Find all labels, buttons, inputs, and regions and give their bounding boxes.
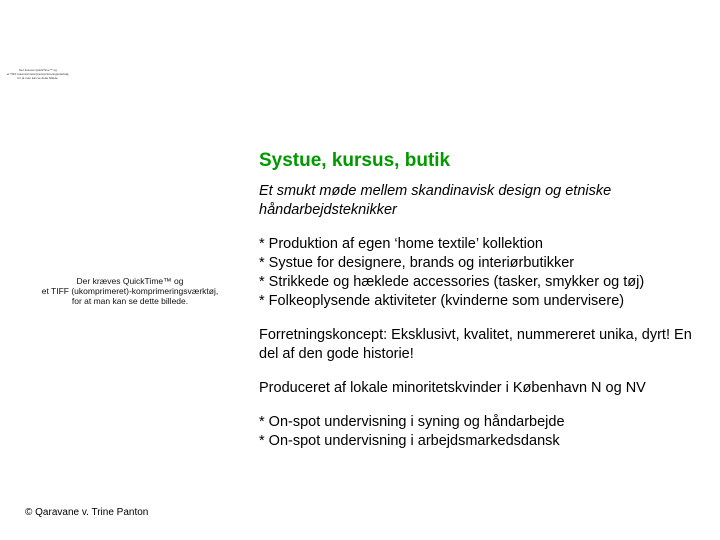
business-concept: Forretningskoncept: Eksklusivt, kvalitet, nummereret unika, dyrt! En del af den gode historie! (259, 327, 692, 362)
list-item: * Produktion af egen ‘home textile’ kollektion (259, 236, 543, 252)
quicktime-line: for at man kan se dette billede. (71, 296, 189, 306)
offering-list (259, 235, 699, 311)
list-item: * On-spot undervisning i arbejdsmarkedsdansk (259, 433, 560, 449)
quicktime-line: Der kræves QuickTime™ og (76, 276, 184, 286)
quicktime-line: et TIFF (ukomprimeret)-komprimeringsværktøj, (41, 286, 219, 296)
quicktime-placeholder-large (30, 276, 230, 306)
quicktime-line: Der kræves QuickTime™ og (19, 68, 57, 72)
list-item: * Strikkede og hæklede accessories (tasker, smykker og tøj) (259, 274, 645, 290)
quicktime-line: for at man kan se dette billede. (17, 76, 59, 80)
slide-subtitle: Et smukt møde mellem skandinavisk design og etniske håndarbejdsteknikker (259, 183, 612, 218)
quicktime-placeholder-small (6, 68, 70, 80)
teaching-list (259, 413, 699, 451)
slide-title: Systue, kursus, butik (259, 150, 451, 171)
copyright-footer: © Qaravane v. Trine Panton (25, 507, 149, 518)
quicktime-line: et TIFF (ukomprimeret)-komprimeringsværktøj, (6, 72, 70, 76)
list-item: * On-spot undervisning i syning og håndarbejde (259, 414, 565, 430)
produced-by: Produceret af lokale minoritetskvinder i København N og NV (259, 380, 646, 396)
slide-content (259, 150, 699, 466)
list-item: * Systue for designere, brands og interiørbutikker (259, 255, 575, 271)
list-item: * Folkeoplysende aktiviteter (kvinderne som undervisere) (259, 293, 625, 309)
